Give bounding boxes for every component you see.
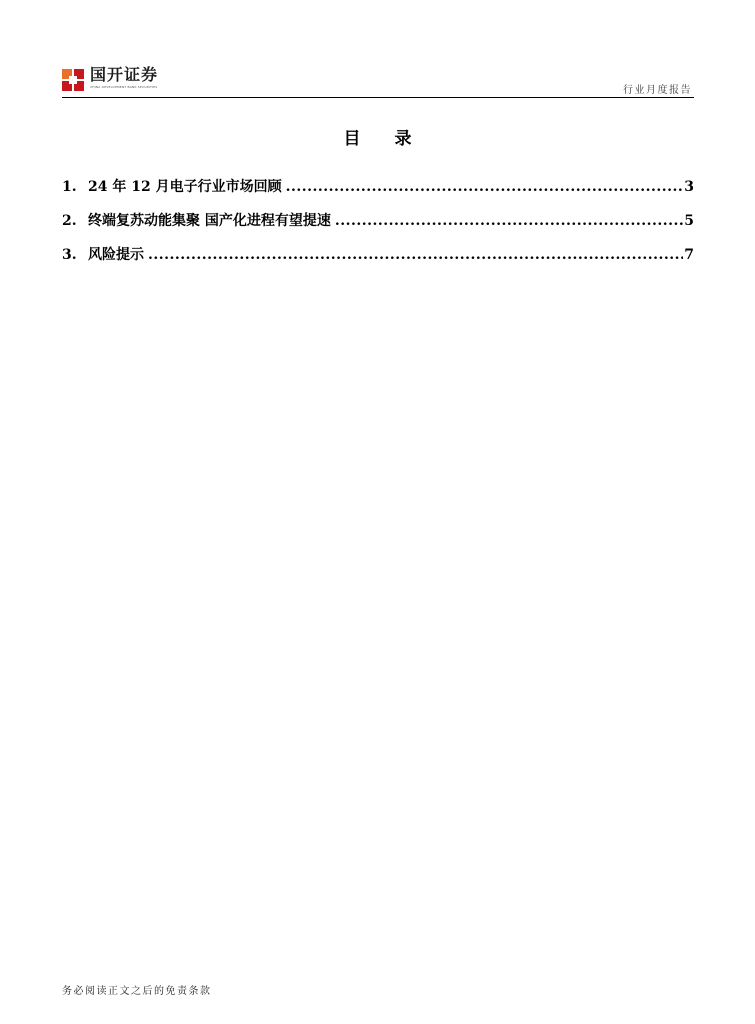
page-header xyxy=(62,66,694,98)
toc-entry-page: 3 xyxy=(684,179,694,195)
logo-mark-icon xyxy=(62,69,84,91)
report-type-label: 行业月度报告 xyxy=(623,85,692,96)
toc-dot-leader xyxy=(335,213,683,229)
toc-entry-title: 24 年 12 月电子行业市场回顾 xyxy=(88,179,282,195)
table-of-contents xyxy=(62,176,694,278)
toc-dot-leader xyxy=(286,179,684,195)
footer-disclaimer: 务必阅读正文之后的免责条款 xyxy=(62,986,212,997)
logo-name-cn: 国开证券 xyxy=(90,65,159,84)
toc-entry-page: 7 xyxy=(684,247,694,263)
toc-entry-number: 2. xyxy=(62,213,77,229)
toc-title: 目 录 xyxy=(343,129,426,149)
toc-dot-leader xyxy=(148,247,683,263)
toc-entry[interactable] xyxy=(62,176,694,210)
toc-entry-number: 3. xyxy=(62,247,77,263)
company-logo xyxy=(62,66,158,94)
logo-name-en: CHINA DEVELOPMENT BANK SECURITIES xyxy=(90,85,158,89)
toc-entry-title: 风险提示 xyxy=(88,247,144,263)
toc-entry-page: 5 xyxy=(684,213,694,229)
toc-entry[interactable] xyxy=(62,210,694,244)
header-divider xyxy=(62,97,694,98)
toc-entry-title: 终端复苏动能集聚 国产化进程有望提速 xyxy=(88,213,331,229)
toc-entry[interactable] xyxy=(62,244,694,278)
toc-entry-number: 1. xyxy=(62,179,77,195)
